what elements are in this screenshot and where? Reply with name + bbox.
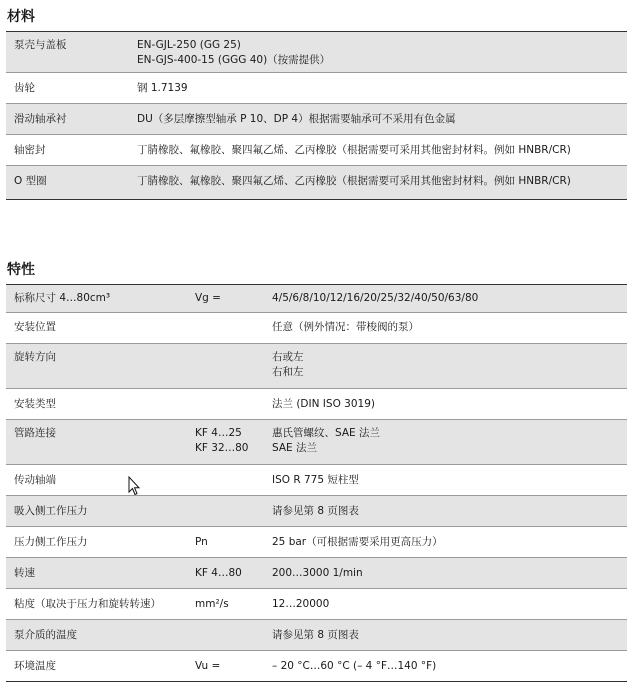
row-label: 转速 (14, 567, 35, 579)
table-row (6, 313, 627, 344)
table-row (6, 420, 627, 465)
table-row (6, 620, 627, 651)
materials-title: 材料 (7, 9, 35, 25)
table-row (6, 389, 627, 420)
row-value: 25 bar（可根据需要采用更高压力） (272, 536, 443, 548)
row-symbol: Pn (195, 536, 208, 548)
row-symbol: KF 4…80 (195, 567, 242, 579)
row-value: 4/5/6/8/10/12/16/20/25/32/40/50/63/80 (272, 292, 479, 304)
row-label: 安装位置 (14, 321, 56, 333)
row-label: 滑动轴承衬 (14, 113, 67, 125)
table-row (6, 104, 627, 135)
row-value: ISO R 775 短柱型 (272, 474, 359, 486)
row-symbol: mm²/s (195, 598, 229, 610)
table-row (6, 558, 627, 589)
table-row (6, 166, 627, 199)
row-label: 环境温度 (14, 660, 56, 672)
row-value: EN-GJL-250 (GG 25) EN-GJS-400-15 (GGG 40)（按需提供） (137, 39, 331, 66)
table-row (6, 344, 627, 389)
mouse-cursor-icon (128, 476, 140, 496)
row-label: 粘度（取决于压力和旋转转速） (14, 598, 161, 610)
row-label: 压力侧工作压力 (14, 536, 88, 548)
row-symbol (187, 620, 264, 650)
table-row (6, 589, 627, 620)
row-value: 钢 1.7139 (137, 82, 188, 94)
table-row (6, 527, 627, 558)
row-label: O 型圈 (14, 175, 47, 187)
row-label: 轴密封 (14, 144, 46, 156)
row-symbol (187, 389, 264, 419)
row-symbol (187, 344, 264, 388)
table-row (6, 135, 627, 166)
row-label: 传动轴端 (14, 474, 56, 486)
row-label: 泵介质的温度 (14, 629, 77, 641)
row-symbol: Vg = (195, 292, 221, 304)
row-value: 12…20000 (272, 598, 330, 610)
row-label: 旋转方向 (14, 351, 56, 363)
row-label: 标称尺寸 4…80cm³ (14, 292, 111, 304)
row-value: 丁腈橡胶、氟橡胶、聚四氟乙烯、乙丙橡胶（根据需要可采用其他密封材料。例如 HNBR/CR) (137, 144, 571, 156)
row-label: 泵壳与盖板 (14, 39, 67, 51)
row-value: DU（多层摩擦型轴承 P 10、DP 4）根据需要轴承可不采用有色金属 (137, 113, 456, 125)
table-row (6, 496, 627, 527)
row-value: 200…3000 1/min (272, 567, 363, 579)
row-value: 任意（例外情况：带梭阀的泵） (272, 321, 419, 333)
properties-title: 特性 (7, 262, 35, 278)
table-row (6, 73, 627, 104)
row-symbol: KF 4…25 KF 32…80 (195, 427, 249, 454)
row-symbol (187, 465, 264, 495)
row-value: 法兰 (DIN ISO 3019) (272, 398, 375, 410)
row-symbol (187, 496, 264, 526)
materials-table (6, 31, 627, 200)
row-symbol (187, 313, 264, 343)
row-label: 吸入侧工作压力 (14, 505, 88, 517)
table-row (6, 651, 627, 681)
row-value: 惠氏管螺纹、SAE 法兰 SAE 法兰 (272, 427, 381, 454)
row-label: 齿轮 (14, 82, 35, 94)
row-label: 安装类型 (14, 398, 56, 410)
table-row (6, 465, 627, 496)
row-value: – 20 °C…60 °C (– 4 °F…140 °F) (272, 660, 437, 672)
row-value: 请参见第 8 页图表 (272, 505, 359, 517)
table-row (6, 285, 627, 313)
row-value: 右或左 右和左 (272, 351, 304, 378)
row-label: 管路连接 (14, 427, 56, 439)
row-value: 请参见第 8 页图表 (272, 629, 359, 641)
table-row (6, 32, 627, 73)
row-symbol: Vu = (195, 660, 221, 672)
properties-table (6, 284, 627, 682)
row-value: 丁腈橡胶、氟橡胶、聚四氟乙烯、乙丙橡胶（根据需要可采用其他密封材料。例如 HNBR/CR) (137, 175, 571, 187)
